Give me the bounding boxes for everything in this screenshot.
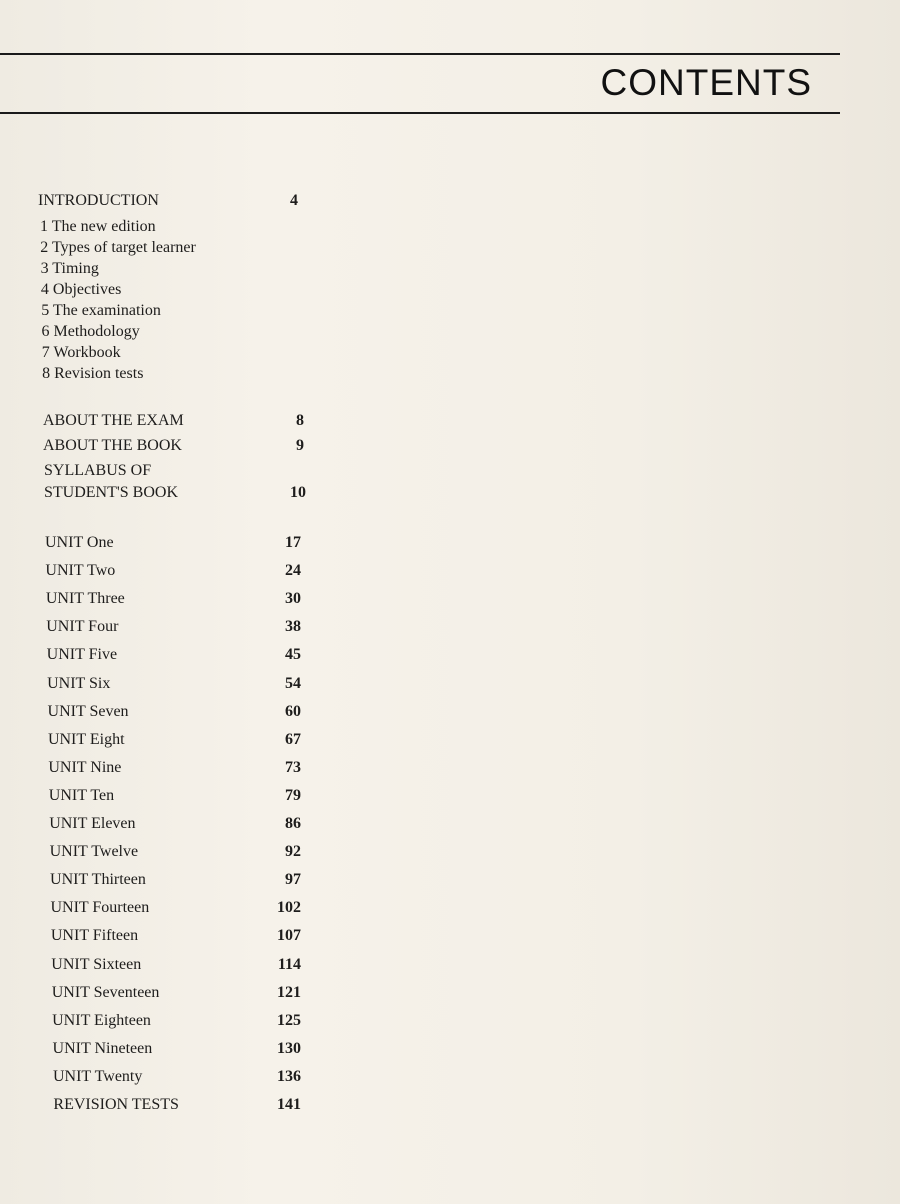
toc-entry-page: 45 [284, 646, 301, 664]
toc-entry-label: UNIT Six [47, 674, 111, 692]
introduction-subitem[interactable]: 2 Types of target learner [40, 239, 196, 256]
header-rule-bottom [0, 112, 840, 114]
toc-entry-page: 67 [284, 730, 301, 748]
toc-entry-page: 60 [284, 702, 301, 720]
toc-entry-page: 38 [284, 618, 301, 636]
introduction-subitem[interactable]: 6 Methodology [41, 323, 140, 340]
toc-entry-label: UNIT Nine [48, 758, 122, 776]
toc-entry-label: UNIT Nineteen [52, 1039, 153, 1057]
toc-entry-page: 10 [290, 484, 306, 501]
toc-entry-label: UNIT Twelve [49, 843, 139, 861]
toc-entry-label-line1: SYLLABUS OF [44, 462, 152, 479]
toc-entry-page: 79 [284, 786, 301, 804]
toc-entry-label: UNIT Four [46, 618, 119, 636]
toc-entry-label: UNIT Ten [48, 786, 115, 804]
toc-entry-label: UNIT Eleven [49, 815, 136, 832]
page-title: CONTENTS [600, 62, 812, 103]
toc-entry-label: UNIT Three [45, 590, 125, 608]
header-rule-top [0, 53, 840, 55]
toc-entry-label: UNIT Twenty [52, 1067, 143, 1085]
toc-entry-page: 24 [284, 562, 301, 580]
toc-entry-page: 130 [276, 1039, 301, 1057]
introduction-subitem[interactable]: 4 Objectives [40, 281, 122, 298]
introduction-subitem[interactable]: 3 Timing [40, 260, 99, 277]
toc-entry-label: ABOUT THE EXAM [43, 412, 184, 429]
toc-entry-syllabus[interactable] [44, 461, 314, 505]
toc-entry-label: UNIT Fourteen [50, 899, 150, 917]
toc-entry-label: UNIT Sixteen [51, 955, 142, 973]
toc-entry-label: UNIT Fifteen [50, 927, 139, 945]
introduction-subitem[interactable]: 7 Workbook [41, 344, 121, 361]
toc-entry-label: UNIT Eight [47, 730, 125, 748]
introduction-subitem[interactable]: 5 The examination [41, 302, 161, 319]
toc-entry-label: UNIT Thirteen [50, 871, 146, 889]
toc-entry-page: 97 [284, 871, 301, 889]
toc-entry-label: ABOUT THE BOOK [43, 437, 182, 454]
toc-entry-label: UNIT Eighteen [52, 1011, 151, 1029]
toc-entry-page: 92 [284, 843, 301, 861]
toc-entry-label: UNIT One [45, 534, 114, 551]
toc-entry-page: 17 [285, 534, 301, 551]
toc-entry-page: 114 [277, 955, 301, 973]
toc-entry-label: UNIT Seventeen [51, 983, 160, 1001]
toc-entry-page: 121 [276, 983, 301, 1001]
introduction-subitem[interactable]: 8 Revision tests [42, 365, 144, 382]
toc-entry-page: 141 [276, 1096, 301, 1113]
toc-entry-label: UNIT Two [45, 562, 116, 580]
toc-entry-page: 125 [276, 1011, 301, 1029]
toc-entry-page: 54 [284, 674, 301, 692]
toc-entry-page: 107 [276, 927, 301, 945]
toc-entry-label: UNIT Seven [47, 702, 129, 720]
introduction-subitem[interactable]: 1 The new edition [40, 218, 156, 235]
toc-entry-label: INTRODUCTION [38, 192, 159, 209]
toc-entry-page: 30 [284, 590, 301, 608]
toc-entry-page: 73 [284, 758, 301, 776]
toc-entry-page: 9 [296, 437, 304, 454]
toc-entry-label: UNIT Five [46, 646, 118, 664]
toc-entry-page: 86 [284, 815, 301, 832]
toc-entry-page: 8 [296, 412, 304, 429]
toc-entry-label: REVISION TESTS [53, 1096, 179, 1113]
toc-entry-page: 136 [276, 1067, 301, 1085]
toc-entry-label-line2: STUDENT'S BOOK [44, 484, 178, 501]
toc-entry-page: 4 [290, 192, 298, 209]
toc-entry-page: 102 [276, 899, 301, 917]
